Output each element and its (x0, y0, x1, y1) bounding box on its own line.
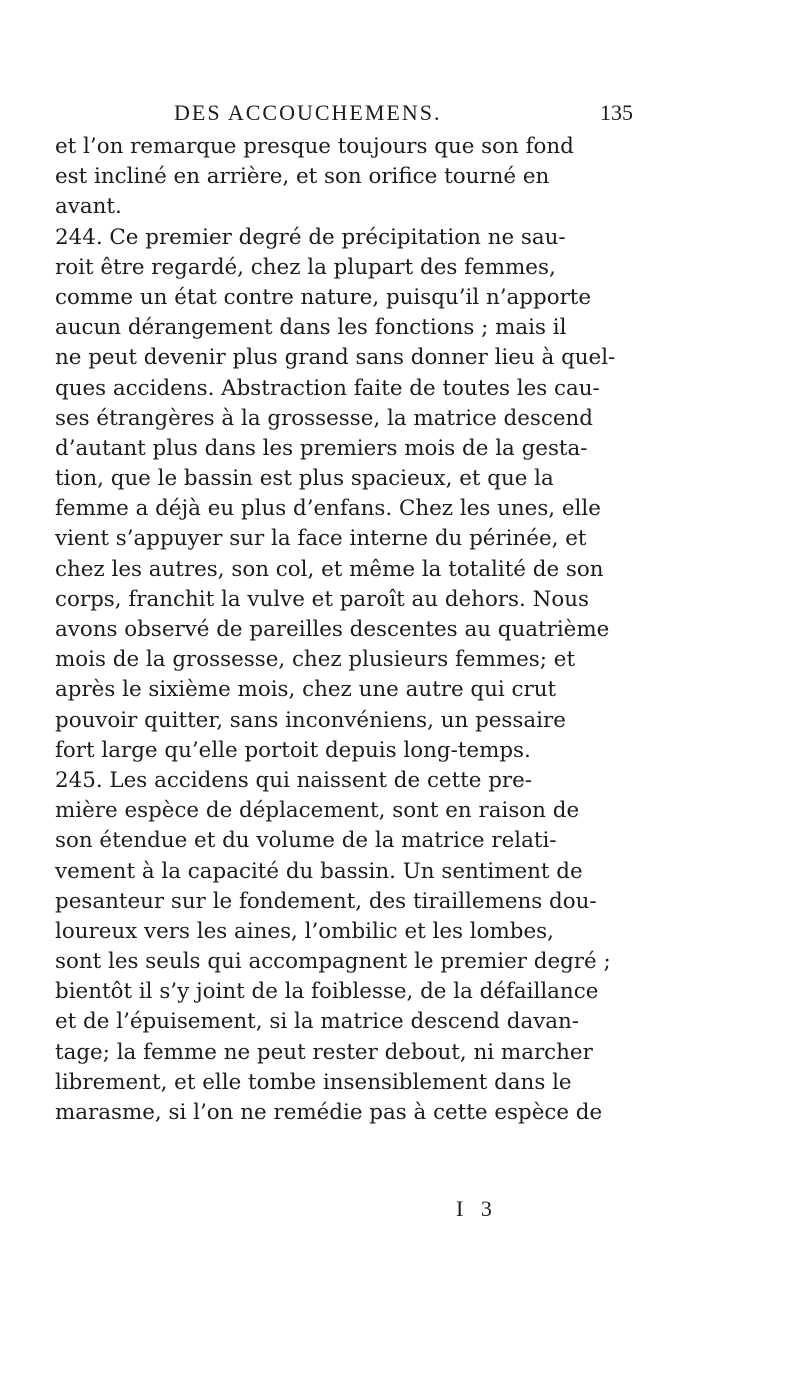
text-line: et l’on remarque presque toujours que son fond (55, 134, 574, 159)
text-line: tage; la femme ne peut rester debout, ni marcher (55, 1039, 593, 1065)
text-line: librement, et elle tombe insensiblement dans le (55, 1069, 572, 1095)
text-line: corps, franchit la vulve et paroît au dehors. Nous (55, 586, 589, 612)
text-line: vient s’appuyer sur la face interne du périnée, et (55, 526, 587, 552)
page-number: 135 (600, 100, 633, 125)
text-line: pouvoir quitter, sans inconvéniens, un pessaire (55, 707, 566, 733)
text-line: 244. Ce premier degré de précipitation ne sau- (55, 224, 566, 250)
text-line: avant. (55, 194, 122, 220)
text-line: sont les seuls qui accompagnent le premier degré ; (55, 949, 611, 975)
text-line: après le sixième mois, chez une autre qui crut (55, 677, 557, 703)
text-line: fort large qu’elle portoit depuis long-temps. (55, 737, 531, 763)
text-line: comme un état contre nature, puisqu’il n’apporte (55, 284, 592, 310)
signature-mark: I 3 (456, 1196, 498, 1221)
text-line: avons observé de pareilles descentes au quatrième (55, 617, 610, 642)
text-line: d’autant plus dans les premiers mois de la gesta- (55, 435, 588, 461)
text-line: femme a déjà eu plus d’enfans. Chez les unes, elle (55, 496, 601, 522)
text-line: ques accidens. Abstraction faite de toutes les cau- (55, 375, 600, 401)
text-line: bientôt il s’y joint de la foiblesse, de la défaillance (55, 979, 599, 1005)
text-line: mière espèce de déplacement, sont en raison de (55, 798, 580, 824)
running-head: DES ACCOUCHEMENS. (174, 100, 442, 125)
text-line: et de l’épuisement, si la matrice descend davan- (55, 1009, 580, 1035)
text-line: ne peut devenir plus grand sans donner lieu à quel- (55, 345, 616, 371)
body-text (55, 132, 775, 1128)
text-line: son étendue et du volume de la matrice relati- (55, 828, 557, 854)
text-line: mois de la grossesse, chez plusieurs femmes; et (55, 647, 576, 673)
text-line: tion, que le bassin est plus spacieux, et que la (55, 466, 554, 492)
text-line: pesanteur sur le fondement, des tiraillemens dou- (55, 888, 597, 914)
text-line: 245. Les accidens qui naissent de cette pre- (55, 767, 533, 793)
text-line: vement à la capacité du bassin. Un sentiment de (55, 858, 583, 884)
text-line: ses étrangères à la grossesse, la matrice descend (55, 405, 593, 431)
text-line: marasme, si l’on ne remédie pas à cette espèce de (55, 1100, 603, 1125)
text-line: roit être regardé, chez la plupart des femmes, (55, 254, 556, 280)
text-line: chez les autres, son col, et même la totalité de son (55, 556, 604, 582)
text-line: loureux vers les aines, l’ombilic et les lombes, (55, 918, 554, 944)
text-line: aucun dérangement dans les fonctions ; mais il (55, 315, 567, 341)
text-line: est incliné en arrière, et son orifice tourné en (55, 164, 550, 190)
